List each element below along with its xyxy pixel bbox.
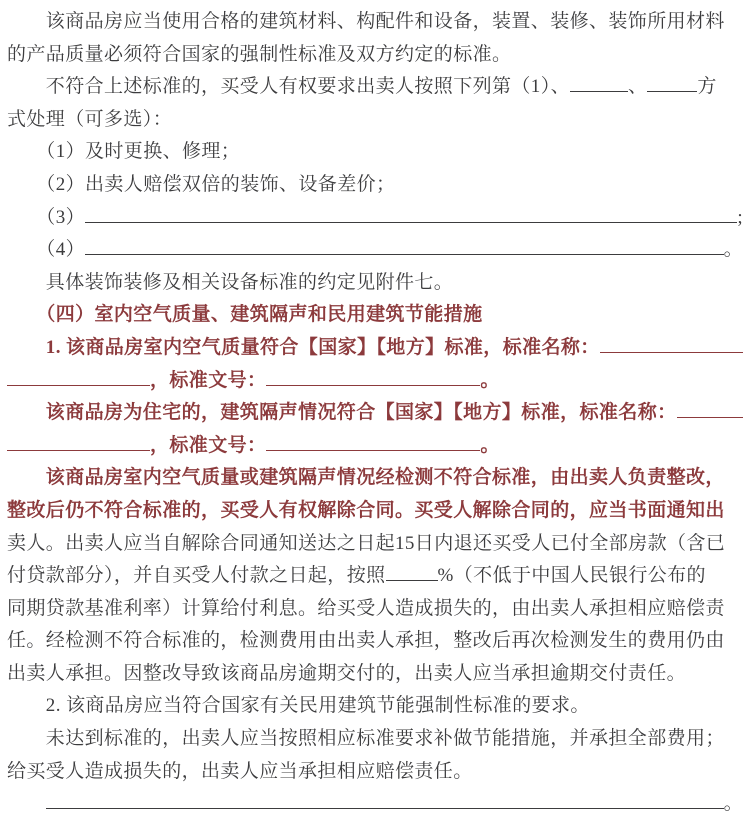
text-segment: （4） [7, 239, 86, 261]
document-line-24 [7, 756, 743, 789]
text-segment: 式处理（可多选）： [7, 108, 173, 130]
text-segment: 1. 该商品房室内空气质量符合【国家】【地方】标准，标准名称： [7, 336, 600, 358]
text-segment: 不符合上述标准的，买受人有权要求出卖人按照下列第（1）、 [7, 76, 571, 98]
text-segment: 的产品质量必须符合国家的强制性标准及双方约定的标准。 [7, 43, 512, 65]
document-line-7 [7, 202, 743, 235]
document-line-12 [7, 365, 743, 398]
document-line-14 [7, 430, 743, 463]
text-segment: （3） [7, 206, 86, 228]
blank-field [386, 566, 438, 581]
text-segment: 、 [628, 76, 648, 98]
document-line-20 [7, 625, 743, 658]
text-segment: 该商品房应当使用合格的建筑材料、构配件和设备，装置、装修、装饰所用材料 [7, 11, 725, 32]
text-segment: 。 [480, 434, 500, 456]
text-segment: （1）及时更换、修理； [7, 141, 241, 163]
document-line-10 [7, 299, 743, 332]
blank-field [85, 208, 737, 223]
document-line-15 [7, 462, 743, 495]
text-segment: 具体装饰装修及相关设备标准的约定见附件七。 [7, 271, 454, 293]
text-segment: 方 [697, 76, 717, 98]
document-line-2 [7, 39, 743, 72]
text-segment: 未达到标准的，出卖人应当按照相应标准要求补做节能措施，并承担全部费用； [7, 728, 725, 750]
text-segment: 给买受人造成损失的，出卖人应当承担相应赔偿责任。 [7, 760, 473, 782]
text-segment: 。 [723, 793, 743, 815]
document-line-9 [7, 267, 743, 300]
text-segment: 出卖人承担。因整改导致该商品房逾期交付的，出卖人应当承担逾期交付责任。 [7, 662, 687, 684]
document-line-22 [7, 690, 743, 723]
text-segment: 同期贷款基准利率）计算给付利息。给买受人造成损失的，由出卖人承担相应赔偿责 [7, 597, 725, 619]
text-segment: ，标准文号： [150, 369, 267, 391]
text-segment: 任。经检测不符合标准的，检测费用由出卖人承担，整改后再次检测发生的费用仍由 [7, 630, 725, 652]
document-line-6 [7, 169, 743, 202]
text-segment [7, 788, 46, 821]
blank-field [7, 436, 150, 451]
text-segment: （四）室内空气质量、建筑隔声和民用建筑节能措施 [7, 304, 483, 326]
text-segment: 该商品房为住宅的，建筑隔声情况符合【国家】【地方】标准，标准名称： [7, 402, 677, 424]
document-line-1 [7, 6, 743, 39]
text-segment: 。 [723, 239, 743, 261]
document-line-11 [7, 332, 743, 365]
document-line-19 [7, 593, 743, 626]
document-line-3 [7, 71, 743, 104]
document-line-13 [7, 397, 743, 430]
text-segment: ; [737, 206, 743, 228]
text-segment: %（不低于中国人民银行公布的 [437, 565, 706, 587]
document-body [7, 6, 743, 821]
text-segment: 2. 该商品房应当符合国家有关民用建筑节能强制性标准的要求。 [7, 695, 590, 717]
text-segment: 整改后仍不符合标准的，买受人有权解除合同。买受人解除合同的，应当书面通知出 [7, 499, 725, 521]
document-line-18 [7, 560, 743, 593]
text-segment: （2）出卖人赔偿双倍的装饰、设备差价； [7, 173, 396, 195]
blank-field [570, 77, 628, 92]
blank-field [677, 403, 743, 418]
text-segment: 该商品房室内空气质量或建筑隔声情况经检测不符合标准，由出卖人负责整改， [7, 467, 725, 489]
document-line-16 [7, 495, 743, 528]
document-line-8 [7, 234, 743, 267]
document-line-23 [7, 723, 743, 756]
blank-field [46, 794, 724, 809]
document-line-17 [7, 528, 743, 561]
document-line-21 [7, 658, 743, 691]
document-line-4 [7, 104, 743, 137]
text-segment: 付贷款部分），并自买受人付款之日起，按照 [7, 565, 386, 587]
blank-field [266, 371, 480, 386]
blank-field [85, 240, 724, 255]
blank-field [647, 77, 697, 92]
text-segment: 。 [480, 369, 500, 391]
text-segment: 卖人。出卖人应当自解除合同通知送达之日起15日内退还买受人已付全部房款（含已 [7, 532, 726, 554]
blank-field [600, 338, 743, 353]
blank-field [7, 371, 150, 386]
document-line-5 [7, 136, 743, 169]
text-segment: ，标准文号： [150, 434, 267, 456]
blank-field [266, 436, 480, 451]
document-line-25 [7, 788, 743, 821]
